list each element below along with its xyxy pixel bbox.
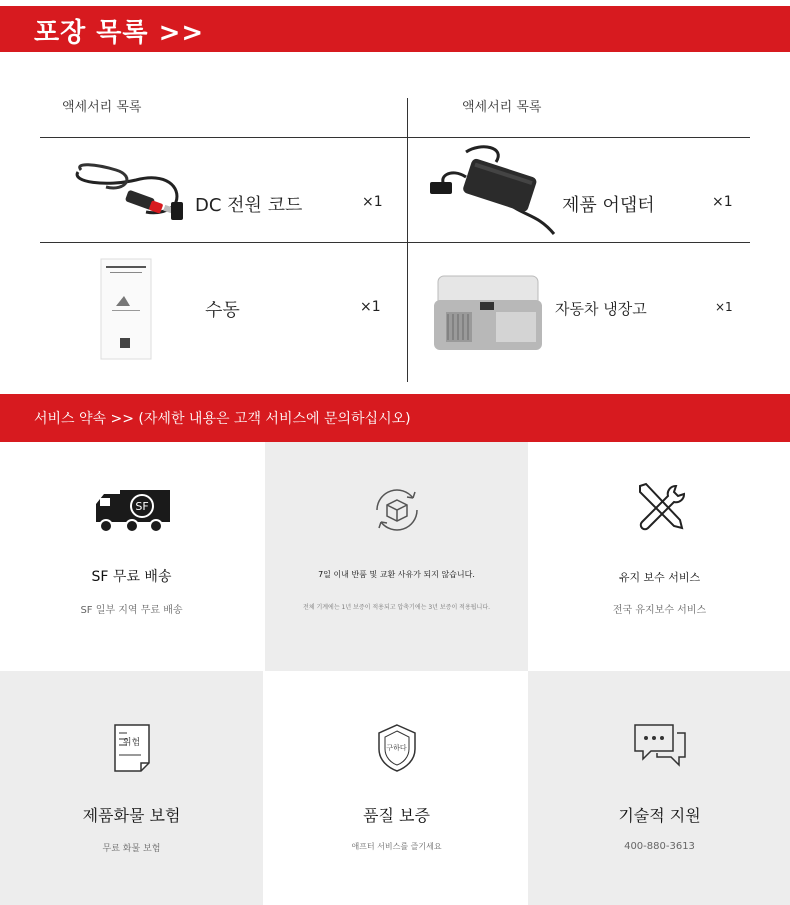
item-name: 제품 어댑터 [562,195,655,216]
chat-icon [633,723,687,775]
adapter-image [426,142,561,242]
service-tile-returns [265,442,528,671]
item-qty: ×1 [360,299,381,315]
service-tile-support [528,671,790,905]
fridge-image [432,268,544,358]
service-title: 서비스 약속 >> (자세한 내용은 고객 서비스에 문의하십시오) [34,411,411,427]
document-icon [111,723,153,777]
tile-subtitle: 전국 유지보수 서비스 [612,605,707,616]
tile-subtitle: 애프터 서비스를 즐기세요 [351,842,442,851]
service-tile-insurance [0,671,263,905]
item-name: 자동차 냉장고 [555,300,647,318]
shield-icon-text: 구하다 [386,744,407,752]
service-tile-quality [265,671,528,905]
item-name: 수동 [205,300,240,321]
accessory-table [40,90,750,382]
tile-title: 제품화물 보험 [82,806,181,825]
tile-title: 기술적 지원 [618,806,701,825]
tile-subtitle: 400-880-3613 [624,841,695,852]
table-divider-1 [40,137,750,138]
dc-cord-image [66,142,191,236]
service-grid [0,442,790,905]
item-qty: ×1 [712,194,733,210]
packing-list-title: 포장 목록 >> [34,18,205,48]
accessory-header-left: 액세서리 목록 [62,100,142,115]
item-name: DC 전원 코드 [195,195,303,216]
service-tile-maintenance [528,442,790,671]
item-qty: ×1 [362,194,383,210]
wrench-screwdriver-icon [632,480,688,540]
accessory-header-right: 액세서리 목록 [462,100,542,115]
packing-list-banner [0,6,790,52]
tile-title: 7일 이내 반품 및 교환 사유가 되지 않습니다. [318,570,475,579]
cube-return-icon [367,480,427,544]
document-icon-text: 위험 [122,738,141,748]
service-tile-shipping [0,442,263,671]
table-divider-vertical [407,98,408,382]
table-divider-2 [40,242,750,243]
truck-icon [92,486,172,540]
tile-subtitle: 무료 화물 보험 [102,844,161,854]
tile-subtitle: SF 일부 지역 무료 배송 [80,605,183,616]
service-banner [0,394,790,442]
tile-title: 유지 보수 서비스 [618,571,701,584]
manual-image [100,258,152,364]
tile-title: SF 무료 배송 [91,569,172,585]
item-qty: ×1 [715,300,733,314]
tile-title: 품질 보증 [363,806,430,825]
svg-text:SF: SF [134,500,149,513]
tile-subtitle: 전체 기계에는 1년 보증이 적용되고 압축기에는 3년 보증이 적용됩니다. [302,604,491,611]
